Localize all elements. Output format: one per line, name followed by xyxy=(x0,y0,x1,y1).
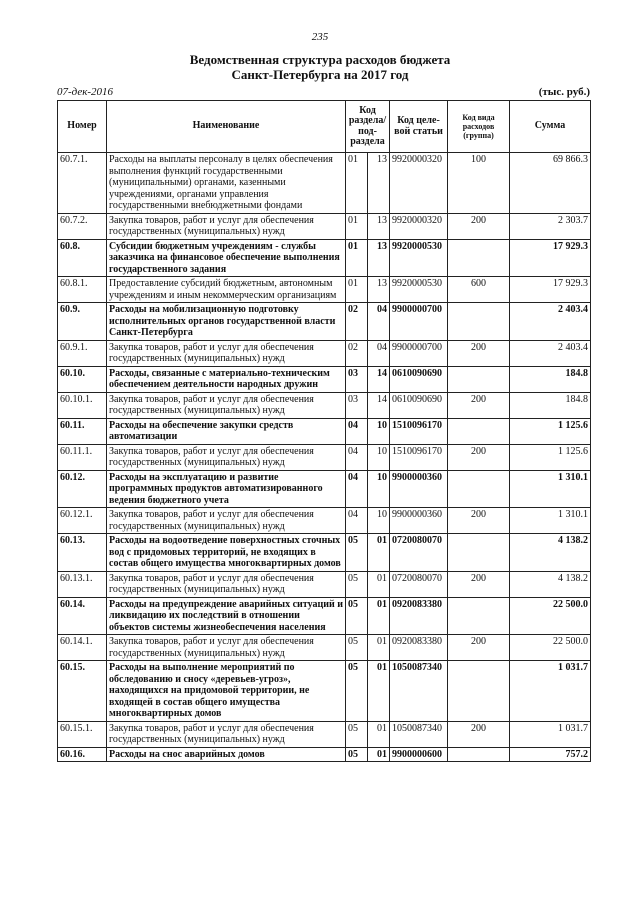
row-name: Закупка товаров, работ и услуг для обеспечения государственных (муниципальных) нужд xyxy=(107,340,346,366)
row-amount: 17 929.3 xyxy=(510,277,591,303)
row-name: Расходы на эксплуатацию и развитие программных продуктов автоматизированного ведения бюджетного учета xyxy=(107,470,346,508)
table-row xyxy=(58,470,591,508)
row-amount: 2 403.4 xyxy=(510,340,591,366)
row-expense-type xyxy=(448,534,510,572)
row-expense-type: 200 xyxy=(448,444,510,470)
document-date: 07-дек-2016 xyxy=(57,86,114,98)
row-expense-type: 100 xyxy=(448,153,510,214)
row-section-code: 03 xyxy=(346,366,368,392)
table-row xyxy=(58,534,591,572)
row-expense-type xyxy=(448,303,510,341)
row-expense-type xyxy=(448,661,510,722)
row-number: 60.9. xyxy=(58,303,107,341)
table-row xyxy=(58,444,591,470)
row-name: Закупка товаров, работ и услуг для обеспечения государственных (муниципальных) нужд xyxy=(107,721,346,747)
row-target-code: 1050087340 xyxy=(390,661,448,722)
row-number: 60.11.1. xyxy=(58,444,107,470)
row-expense-type: 200 xyxy=(448,508,510,534)
row-subsection-code: 14 xyxy=(368,366,390,392)
row-name: Расходы на предупреждение аварийных ситуаций и ликвидацию их последствий в отношении объектов системы жизнеобеспечения населения xyxy=(107,597,346,635)
row-target-code: 1050087340 xyxy=(390,721,448,747)
row-target-code: 0610090690 xyxy=(390,392,448,418)
row-subsection-code: 13 xyxy=(368,239,390,277)
row-name: Закупка товаров, работ и услуг для обеспечения государственных (муниципальных) нужд xyxy=(107,635,346,661)
row-subsection-code: 13 xyxy=(368,153,390,214)
row-number: 60.14.1. xyxy=(58,635,107,661)
row-name: Расходы, связанные с материально-техническим обеспечением деятельности народных дружин xyxy=(107,366,346,392)
row-target-code: 0610090690 xyxy=(390,366,448,392)
row-name: Расходы на выплаты персоналу в целях обеспечения выполнения функций государственными (муниципальными) органами, казенными учреждениями, органами управления государственными внебюджетными фондами xyxy=(107,153,346,214)
row-number: 60.14. xyxy=(58,597,107,635)
row-name: Закупка товаров, работ и услуг для обеспечения государственных (муниципальных) нужд xyxy=(107,392,346,418)
row-section-code: 05 xyxy=(346,721,368,747)
row-section-code: 05 xyxy=(346,661,368,722)
row-number: 60.11. xyxy=(58,418,107,444)
row-amount: 2 403.4 xyxy=(510,303,591,341)
row-subsection-code: 01 xyxy=(368,534,390,572)
row-section-code: 05 xyxy=(346,597,368,635)
row-name: Расходы на выполнение мероприятий по обследованию и сносу «деревьев-угроз», находящихся на придомовой территории, не входящей в состав общего имущества многоквартирных домов xyxy=(107,661,346,722)
table-row xyxy=(58,635,591,661)
table-row xyxy=(58,661,591,722)
row-section-code: 01 xyxy=(346,153,368,214)
row-section-code: 01 xyxy=(346,239,368,277)
row-name: Закупка товаров, работ и услуг для обеспечения государственных (муниципальных) нужд xyxy=(107,508,346,534)
row-subsection-code: 04 xyxy=(368,303,390,341)
row-section-code: 02 xyxy=(346,303,368,341)
row-amount: 17 929.3 xyxy=(510,239,591,277)
row-subsection-code: 01 xyxy=(368,571,390,597)
table-row xyxy=(58,303,591,341)
row-expense-type: 200 xyxy=(448,635,510,661)
row-target-code: 9900000700 xyxy=(390,340,448,366)
table-row xyxy=(58,340,591,366)
row-expense-type xyxy=(448,366,510,392)
row-subsection-code: 10 xyxy=(368,418,390,444)
table-row xyxy=(58,239,591,277)
units-label: (тыс. руб.) xyxy=(538,86,590,98)
row-target-code: 9920000530 xyxy=(390,239,448,277)
row-number: 60.12. xyxy=(58,470,107,508)
row-target-code: 0720080070 xyxy=(390,571,448,597)
row-target-code: 0720080070 xyxy=(390,534,448,572)
row-number: 60.8.1. xyxy=(58,277,107,303)
row-section-code: 05 xyxy=(346,635,368,661)
table-row xyxy=(58,153,591,214)
row-target-code: 9900000600 xyxy=(390,747,448,762)
title-line-2: Санкт-Петербурга на 2017 год xyxy=(231,67,409,82)
row-amount: 4 138.2 xyxy=(510,571,591,597)
table-row xyxy=(58,366,591,392)
row-target-code: 1510096170 xyxy=(390,444,448,470)
row-number: 60.12.1. xyxy=(58,508,107,534)
row-target-code: 9920000320 xyxy=(390,153,448,214)
row-subsection-code: 01 xyxy=(368,597,390,635)
row-target-code: 9900000700 xyxy=(390,303,448,341)
row-subsection-code: 10 xyxy=(368,470,390,508)
row-expense-type xyxy=(448,597,510,635)
header-section: Код раздела/ под-раздела xyxy=(346,101,390,153)
header-name: Наименование xyxy=(107,101,346,153)
row-name: Закупка товаров, работ и услуг для обеспечения государственных (муниципальных) нужд xyxy=(107,571,346,597)
table-row xyxy=(58,418,591,444)
row-subsection-code: 01 xyxy=(368,635,390,661)
row-number: 60.10.1. xyxy=(58,392,107,418)
row-subsection-code: 04 xyxy=(368,340,390,366)
row-subsection-code: 10 xyxy=(368,444,390,470)
row-name: Расходы на мобилизационную подготовку исполнительных органов государственной власти Санкт-Петербурга xyxy=(107,303,346,341)
row-target-code: 0920083380 xyxy=(390,635,448,661)
row-target-code: 9900000360 xyxy=(390,508,448,534)
row-amount: 184.8 xyxy=(510,366,591,392)
row-expense-type: 600 xyxy=(448,277,510,303)
row-subsection-code: 13 xyxy=(368,213,390,239)
row-amount: 4 138.2 xyxy=(510,534,591,572)
row-amount: 22 500.0 xyxy=(510,635,591,661)
budget-table xyxy=(57,100,591,762)
meta-row xyxy=(57,86,590,100)
row-section-code: 05 xyxy=(346,534,368,572)
row-amount: 1 310.1 xyxy=(510,508,591,534)
row-section-code: 04 xyxy=(346,508,368,534)
header-expense-type: Код вида расходов (группа) xyxy=(448,101,510,153)
row-expense-type xyxy=(448,239,510,277)
row-expense-type xyxy=(448,747,510,762)
row-section-code: 02 xyxy=(346,340,368,366)
row-section-code: 01 xyxy=(346,277,368,303)
row-number: 60.15.1. xyxy=(58,721,107,747)
row-name: Закупка товаров, работ и услуг для обеспечения государственных (муниципальных) нужд xyxy=(107,213,346,239)
table-row xyxy=(58,571,591,597)
row-subsection-code: 10 xyxy=(368,508,390,534)
row-subsection-code: 14 xyxy=(368,392,390,418)
row-target-code: 9900000360 xyxy=(390,470,448,508)
row-number: 60.10. xyxy=(58,366,107,392)
row-section-code: 05 xyxy=(346,571,368,597)
row-section-code: 04 xyxy=(346,418,368,444)
row-name: Расходы на снос аварийных домов xyxy=(107,747,346,762)
row-expense-type: 200 xyxy=(448,340,510,366)
row-expense-type: 200 xyxy=(448,571,510,597)
row-name: Предоставление субсидий бюджетным, автономным учреждениям и иным некоммерческим организациям xyxy=(107,277,346,303)
row-section-code: 05 xyxy=(346,747,368,762)
row-number: 60.13.1. xyxy=(58,571,107,597)
row-section-code: 04 xyxy=(346,470,368,508)
table-row xyxy=(58,721,591,747)
table-row xyxy=(58,277,591,303)
row-number: 60.15. xyxy=(58,661,107,722)
row-name: Расходы на водоотведение поверхностных сточных вод с придомовых территорий, не входящих в состав общего имущества многоквартирных домов xyxy=(107,534,346,572)
header-number: Номер xyxy=(58,101,107,153)
row-amount: 1 310.1 xyxy=(510,470,591,508)
page-number: 235 xyxy=(311,31,329,43)
row-amount: 1 125.6 xyxy=(510,418,591,444)
row-subsection-code: 01 xyxy=(368,721,390,747)
row-amount: 69 866.3 xyxy=(510,153,591,214)
row-amount: 1 031.7 xyxy=(510,661,591,722)
row-name: Субсидии бюджетным учреждениям - службы заказчика на финансовое обеспечение выполнения государственного задания xyxy=(107,239,346,277)
row-subsection-code: 01 xyxy=(368,747,390,762)
row-amount: 1 125.6 xyxy=(510,444,591,470)
row-expense-type xyxy=(448,470,510,508)
row-subsection-code: 13 xyxy=(368,277,390,303)
row-target-code: 9920000320 xyxy=(390,213,448,239)
table-row xyxy=(58,597,591,635)
header-target: Код целе-вой статьи xyxy=(390,101,448,153)
title-line-1: Ведомственная структура расходов бюджета xyxy=(189,52,451,67)
table-row xyxy=(58,392,591,418)
row-target-code: 0920083380 xyxy=(390,597,448,635)
row-number: 60.8. xyxy=(58,239,107,277)
row-section-code: 01 xyxy=(346,213,368,239)
row-amount: 757.2 xyxy=(510,747,591,762)
row-number: 60.7.1. xyxy=(58,153,107,214)
row-expense-type: 200 xyxy=(448,392,510,418)
row-number: 60.16. xyxy=(58,747,107,762)
row-subsection-code: 01 xyxy=(368,661,390,722)
row-amount: 2 303.7 xyxy=(510,213,591,239)
row-amount: 184.8 xyxy=(510,392,591,418)
table-row xyxy=(58,747,591,762)
table-body xyxy=(58,153,591,762)
row-number: 60.7.2. xyxy=(58,213,107,239)
row-name: Расходы на обеспечение закупки средств автоматизации xyxy=(107,418,346,444)
row-number: 60.13. xyxy=(58,534,107,572)
table-row xyxy=(58,213,591,239)
row-expense-type xyxy=(448,418,510,444)
row-section-code: 04 xyxy=(346,444,368,470)
table-row xyxy=(58,508,591,534)
row-target-code: 1510096170 xyxy=(390,418,448,444)
row-expense-type: 200 xyxy=(448,721,510,747)
row-section-code: 03 xyxy=(346,392,368,418)
document-title xyxy=(0,52,640,82)
row-amount: 1 031.7 xyxy=(510,721,591,747)
header-amount: Сумма xyxy=(510,101,591,153)
row-name: Закупка товаров, работ и услуг для обеспечения государственных (муниципальных) нужд xyxy=(107,444,346,470)
row-expense-type: 200 xyxy=(448,213,510,239)
table-header-row xyxy=(58,101,591,153)
row-amount: 22 500.0 xyxy=(510,597,591,635)
row-number: 60.9.1. xyxy=(58,340,107,366)
row-target-code: 9920000530 xyxy=(390,277,448,303)
